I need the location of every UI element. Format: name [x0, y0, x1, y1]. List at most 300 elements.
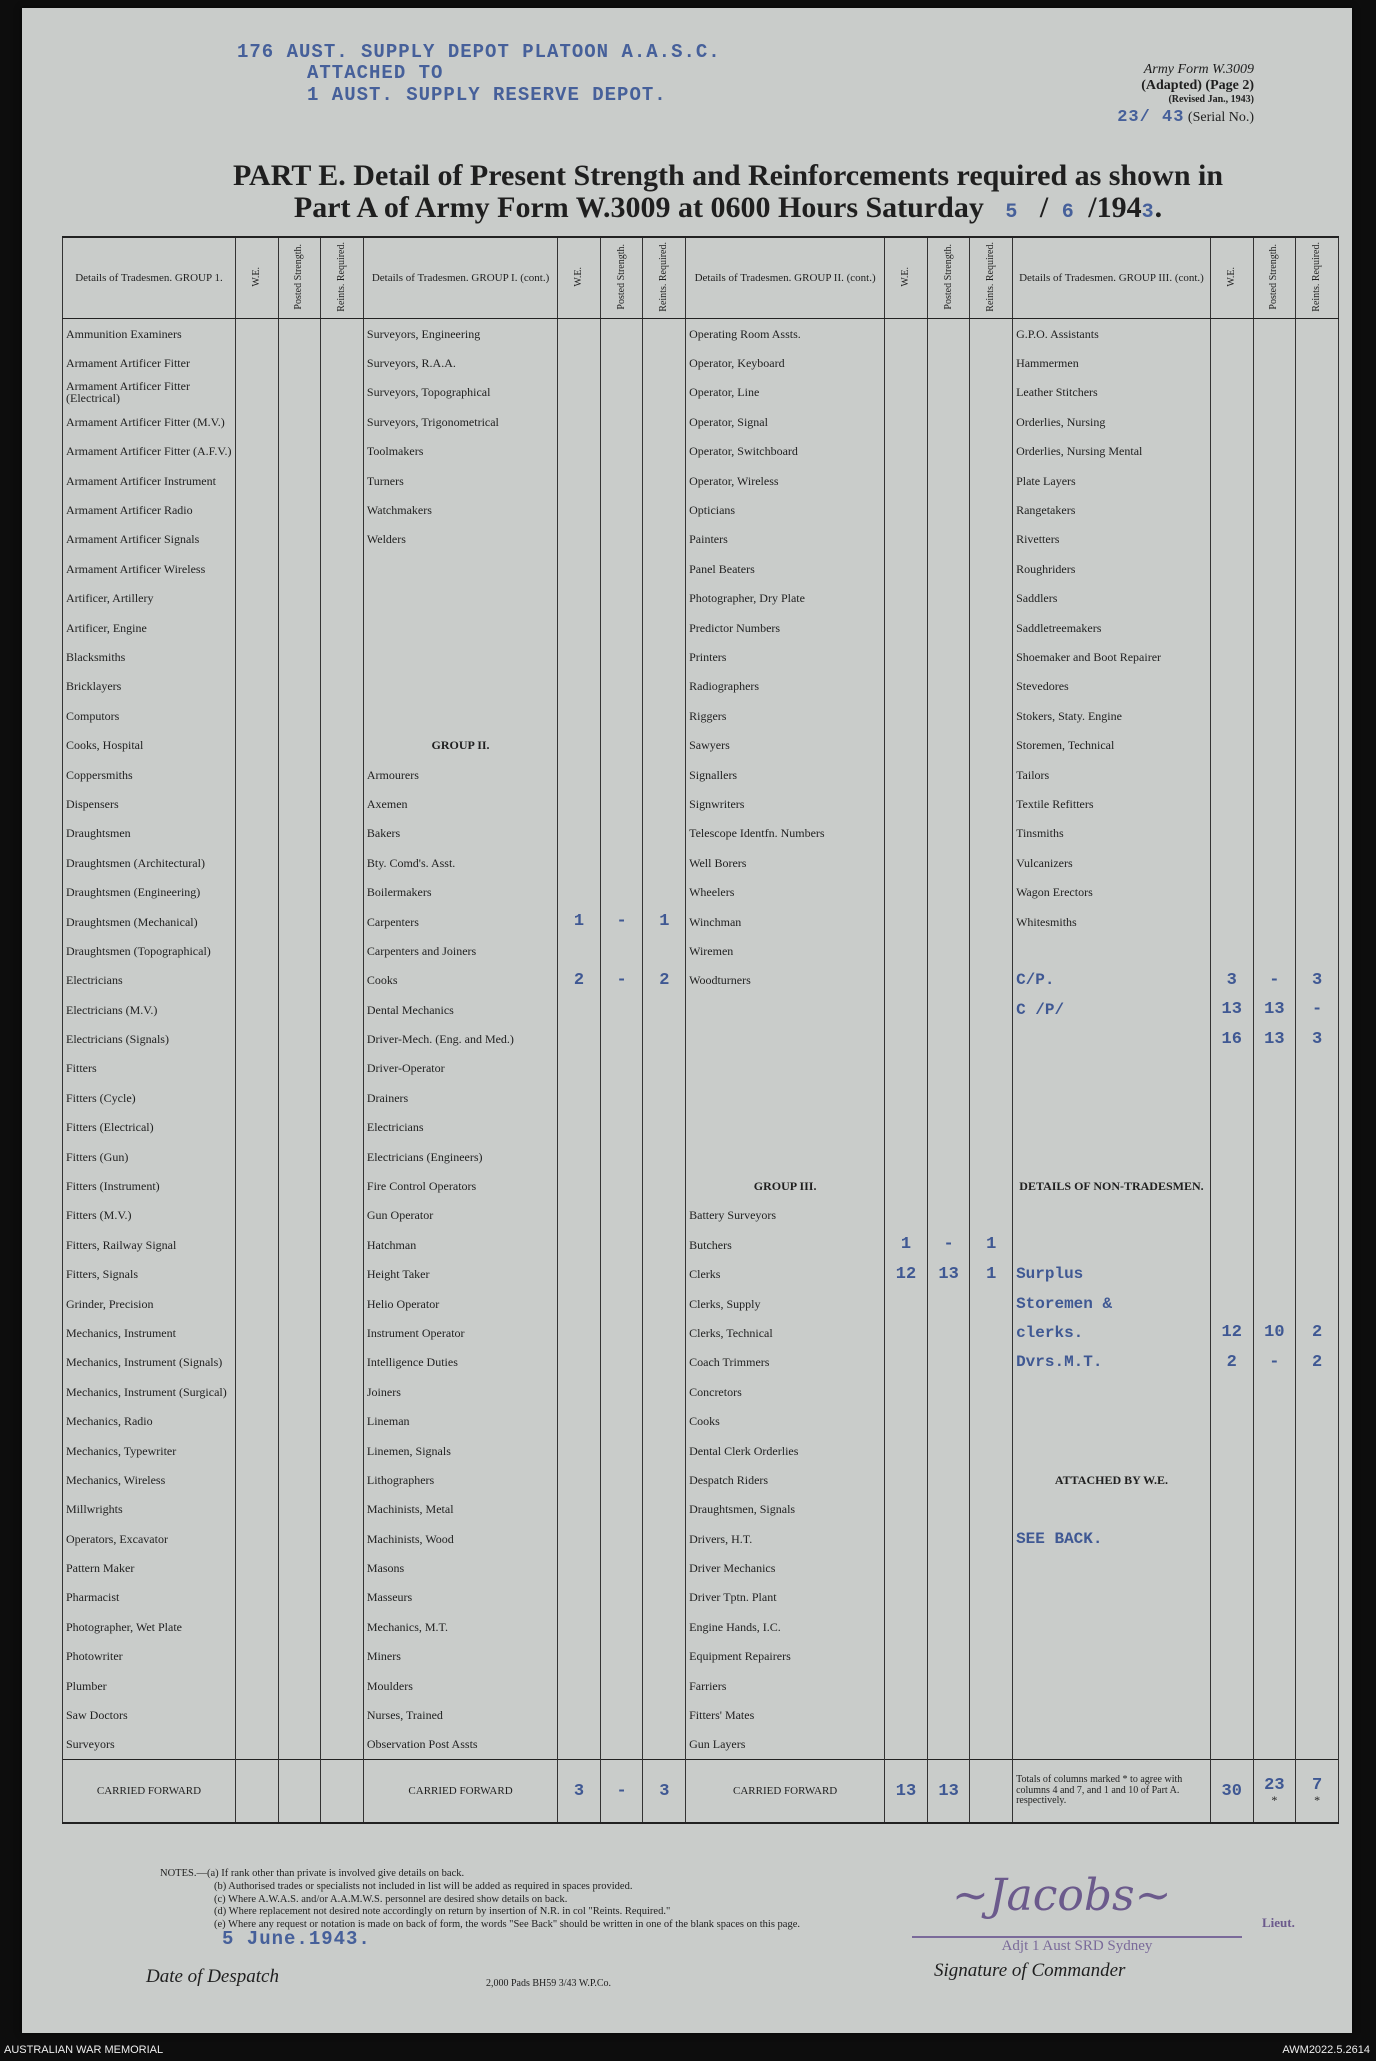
trade-name-cell: Draughtsmen (Topographical) — [63, 936, 236, 965]
reints-cell — [970, 672, 1013, 701]
trade-name-cell: Boilermakers — [363, 877, 557, 906]
reints-cell — [970, 1524, 1013, 1553]
posted-cell — [600, 701, 643, 730]
trade-name-cell: Height Taker — [363, 1260, 557, 1289]
reints-cell — [970, 1436, 1013, 1465]
trade-name-cell: Surveyors, Trigonometrical — [363, 407, 557, 436]
posted-cell — [600, 495, 643, 524]
we-cell — [885, 1318, 928, 1347]
we-cell — [558, 1495, 601, 1524]
totals-posted: 23 — [1264, 1775, 1285, 1795]
posted-cell — [927, 1230, 970, 1259]
we-cell — [1210, 613, 1253, 642]
form-ref-line-3: (Revised Jan., 1943) — [1168, 94, 1254, 106]
header-reints: Reints. Required. — [970, 237, 1013, 319]
reints-cell — [970, 730, 1013, 759]
posted-cell — [278, 1700, 321, 1729]
posted-cell — [927, 1054, 970, 1083]
we-cell — [1210, 1612, 1253, 1641]
strength-value: 2 — [1226, 1352, 1237, 1372]
trade-name-cell: Signwriters — [686, 789, 885, 818]
trade-name-cell: Linemen, Signals — [363, 1436, 557, 1465]
posted-cell — [927, 1406, 970, 1435]
reints-cell — [1296, 407, 1339, 436]
trade-name-cell: Orderlies, Nursing — [1013, 407, 1211, 436]
carried-forward-label: CARRIED FORWARD — [63, 1760, 236, 1824]
posted-cell — [278, 1524, 321, 1553]
trade-name-cell: clerks. — [1013, 1318, 1211, 1347]
we-cell — [885, 1524, 928, 1553]
we-cell — [1210, 672, 1253, 701]
strength-value: 10 — [1264, 1323, 1285, 1343]
trade-name-cell: Draughtsmen, Signals — [686, 1495, 885, 1524]
posted-cell — [600, 1171, 643, 1200]
posted-cell — [600, 1230, 643, 1259]
reints-cell — [1296, 554, 1339, 583]
trade-name-cell: Mechanics, Wireless — [63, 1465, 236, 1494]
we-cell — [1210, 1054, 1253, 1083]
trade-name-cell: Millwrights — [63, 1495, 236, 1524]
we-cell — [1210, 1083, 1253, 1112]
we-cell — [885, 1377, 928, 1406]
we-cell — [1210, 1318, 1253, 1347]
posted-cell — [927, 495, 970, 524]
posted-cell — [278, 848, 321, 877]
we-cell — [235, 907, 278, 936]
posted-cell — [278, 1642, 321, 1671]
table-row — [63, 1083, 1339, 1112]
reints-cell — [1296, 995, 1339, 1024]
header-posted: Posted Strength. — [278, 237, 321, 319]
we-cell — [885, 1024, 928, 1053]
posted-cell — [927, 1260, 970, 1289]
strength-value: 12 — [1221, 1323, 1242, 1343]
posted-cell — [927, 525, 970, 554]
reints-cell — [970, 907, 1013, 936]
trade-name-cell: Cooks — [686, 1406, 885, 1435]
posted-cell — [278, 495, 321, 524]
posted-cell — [927, 1377, 970, 1406]
reints-cell — [970, 1495, 1013, 1524]
posted-cell — [600, 907, 643, 936]
table-row — [63, 613, 1339, 642]
trade-name-cell: Drainers — [363, 1083, 557, 1112]
table-row — [63, 1730, 1339, 1760]
strength-value: 2 — [1311, 1352, 1323, 1372]
strength-value: 1 — [986, 1235, 997, 1255]
we-cell — [558, 525, 601, 554]
trade-name-cell: Armament Artificer Instrument — [63, 466, 236, 495]
we-cell — [1210, 877, 1253, 906]
reints-cell — [321, 495, 364, 524]
posted-cell — [1253, 819, 1296, 848]
reints-cell — [321, 936, 364, 965]
posted-cell — [278, 1113, 321, 1142]
we-cell — [1210, 1201, 1253, 1230]
trade-name-cell: Carpenters — [363, 907, 557, 936]
we-cell — [558, 1230, 601, 1259]
reints-cell — [1296, 1318, 1339, 1347]
posted-cell — [600, 1642, 643, 1671]
reints-cell — [1296, 1054, 1339, 1083]
posted-cell — [927, 1083, 970, 1112]
posted-cell — [927, 672, 970, 701]
we-cell — [1210, 348, 1253, 377]
we-cell — [558, 437, 601, 466]
we-cell — [235, 1671, 278, 1700]
reints-cell — [321, 1642, 364, 1671]
we-cell — [885, 1054, 928, 1083]
table-row — [63, 466, 1339, 495]
reints-cell — [1296, 348, 1339, 377]
reints-cell — [321, 1083, 364, 1112]
we-cell — [235, 1054, 278, 1083]
reints-cell — [643, 819, 686, 848]
trade-name-cell: Surveyors, Engineering — [363, 319, 557, 349]
reints-cell — [643, 1171, 686, 1200]
table-row — [63, 1700, 1339, 1729]
table-row — [63, 1671, 1339, 1700]
reints-cell — [643, 1642, 686, 1671]
posted-cell — [278, 1465, 321, 1494]
posted-cell — [278, 1553, 321, 1582]
trade-name-cell: Fitters' Mates — [686, 1700, 885, 1729]
strength-value: 16 — [1221, 1029, 1242, 1049]
posted-cell — [600, 848, 643, 877]
we-cell — [558, 1406, 601, 1435]
header-we: W.E. — [558, 237, 601, 319]
header-we: W.E. — [885, 237, 928, 319]
we-cell — [558, 378, 601, 407]
reints-cell — [643, 554, 686, 583]
reints-cell — [970, 1024, 1013, 1053]
reints-cell — [643, 1142, 686, 1171]
reints-cell — [643, 936, 686, 965]
trade-name-cell — [1013, 1024, 1211, 1053]
reints-cell — [643, 1318, 686, 1347]
reints-cell — [1296, 466, 1339, 495]
trade-name-cell: Helio Operator — [363, 1289, 557, 1318]
we-cell — [1210, 936, 1253, 965]
header-reints: Reints. Required. — [1296, 237, 1339, 319]
posted-cell — [278, 1671, 321, 1700]
we-cell — [885, 701, 928, 730]
posted-cell — [278, 1495, 321, 1524]
reints-cell — [643, 1201, 686, 1230]
trade-name-cell: Dvrs.M.T. — [1013, 1348, 1211, 1377]
trade-name-cell: Armament Artificer Fitter (Electrical) — [63, 378, 236, 407]
we-cell — [1210, 1024, 1253, 1053]
posted-cell — [1253, 730, 1296, 759]
reints-cell — [321, 995, 364, 1024]
reints-cell — [643, 789, 686, 818]
we-cell — [885, 1113, 928, 1142]
trade-name-cell: Roughriders — [1013, 554, 1211, 583]
posted-cell — [600, 1583, 643, 1612]
reints-cell — [643, 378, 686, 407]
posted-cell — [1253, 1583, 1296, 1612]
trade-name-cell: Coppersmiths — [63, 760, 236, 789]
we-cell — [885, 995, 928, 1024]
reints-cell — [1296, 1700, 1339, 1729]
trade-name-cell: Woodturners — [686, 966, 885, 995]
reints-cell — [1296, 848, 1339, 877]
trade-name-cell — [1013, 1671, 1211, 1700]
reints-cell — [1296, 907, 1339, 936]
table-row — [63, 319, 1339, 349]
title-date-year-digit: 3 — [1141, 201, 1155, 225]
we-cell — [885, 1142, 928, 1171]
trade-name-cell: Storemen & — [1013, 1289, 1211, 1318]
we-cell — [1210, 1113, 1253, 1142]
posted-cell — [927, 554, 970, 583]
we-cell — [235, 1142, 278, 1171]
reints-cell — [970, 554, 1013, 583]
reints-cell — [643, 584, 686, 613]
posted-cell — [1253, 495, 1296, 524]
trade-name-cell: Fitters (Cycle) — [63, 1083, 236, 1112]
note-e: (e) Where any request or notation is made on back of form, the words "See Back" should be written in one of the blank spaces on this page. — [214, 1919, 801, 1931]
we-cell — [235, 1377, 278, 1406]
trade-name-cell: Orderlies, Nursing Mental — [1013, 437, 1211, 466]
trade-name-cell: Welders — [363, 525, 557, 554]
table-row — [63, 1024, 1339, 1053]
we-cell — [1210, 1465, 1253, 1494]
trade-name-cell: Intelligence Duties — [363, 1348, 557, 1377]
title-date-month: 6 — [1061, 201, 1075, 225]
date-of-despatch-label: Date of Despatch — [146, 1966, 279, 1987]
strength-value: 3 — [1226, 970, 1237, 990]
we-cell — [235, 672, 278, 701]
reints-cell — [321, 789, 364, 818]
posted-cell — [600, 407, 643, 436]
we-cell — [558, 966, 601, 995]
we-cell — [558, 701, 601, 730]
we-cell — [235, 378, 278, 407]
carried-forward-row — [63, 1760, 1339, 1824]
we-cell — [1210, 966, 1253, 995]
strength-value: 1 — [986, 1264, 997, 1284]
reints-cell — [321, 437, 364, 466]
trade-name-cell: Masseurs — [363, 1583, 557, 1612]
trade-name-cell — [1013, 1377, 1211, 1406]
trade-name-cell — [1013, 1700, 1211, 1729]
unit-stamp-line-3: 1 AUST. SUPPLY RESERVE DEPOT. — [307, 83, 667, 106]
we-cell — [558, 877, 601, 906]
posted-cell — [927, 1348, 970, 1377]
we-cell — [885, 789, 928, 818]
posted-cell — [927, 1171, 970, 1200]
posted-cell — [278, 642, 321, 671]
reints-cell — [970, 1113, 1013, 1142]
trade-name-cell: Telescope Identfn. Numbers — [686, 819, 885, 848]
we-cell — [1210, 554, 1253, 583]
posted-cell — [600, 554, 643, 583]
header-posted: Posted Strength. — [1253, 237, 1296, 319]
reints-cell — [321, 466, 364, 495]
we-cell — [1210, 378, 1253, 407]
strength-value: 1 — [573, 912, 585, 931]
posted-cell — [600, 877, 643, 906]
trade-name-cell: Gun Layers — [686, 1730, 885, 1760]
posted-cell — [278, 1201, 321, 1230]
we-cell — [558, 613, 601, 642]
posted-cell — [278, 1730, 321, 1760]
posted-cell — [600, 1113, 643, 1142]
we-cell — [885, 966, 928, 995]
reints-cell — [321, 1612, 364, 1641]
reints-cell — [970, 701, 1013, 730]
we-cell — [235, 966, 278, 995]
reints-cell — [1296, 672, 1339, 701]
we-cell — [885, 1348, 928, 1377]
posted-cell — [927, 1289, 970, 1318]
we-cell — [1210, 1377, 1253, 1406]
trade-name-cell: C/P. — [1013, 966, 1211, 995]
trade-name-cell — [1013, 1436, 1211, 1465]
trade-name-cell: Saddlers — [1013, 584, 1211, 613]
posted-cell — [1253, 701, 1296, 730]
cf-posted: 13 — [938, 1781, 959, 1801]
reints-cell — [321, 1406, 364, 1435]
reints-cell — [1296, 642, 1339, 671]
table-row — [63, 584, 1339, 613]
posted-cell — [1253, 760, 1296, 789]
we-cell — [1210, 1642, 1253, 1671]
we-cell — [235, 1318, 278, 1347]
posted-cell — [927, 966, 970, 995]
reints-cell — [643, 495, 686, 524]
reints-cell — [970, 1406, 1013, 1435]
trade-name-cell: Operating Room Assts. — [686, 319, 885, 349]
table-row — [63, 760, 1339, 789]
trade-name-cell — [1013, 1113, 1211, 1142]
reints-cell — [643, 966, 686, 995]
title-date-sep: / — [1039, 191, 1049, 225]
we-cell — [235, 466, 278, 495]
reints-cell — [1296, 1436, 1339, 1465]
table-row — [63, 1113, 1339, 1142]
we-cell — [1210, 407, 1253, 436]
trade-name-cell: Surveyors — [63, 1730, 236, 1760]
posted-cell — [927, 701, 970, 730]
reints-cell — [321, 378, 364, 407]
trade-name-cell — [686, 1024, 885, 1053]
we-cell — [885, 1406, 928, 1435]
header-group-1: Details of Tradesmen. GROUP 1. — [63, 237, 236, 319]
reints-cell — [1296, 966, 1339, 995]
trade-name-cell: Clerks — [686, 1260, 885, 1289]
reints-cell — [643, 466, 686, 495]
trade-name-cell: Hammermen — [1013, 348, 1211, 377]
posted-cell — [927, 1700, 970, 1729]
we-cell — [885, 1289, 928, 1318]
we-cell — [885, 760, 928, 789]
reints-cell — [643, 319, 686, 349]
table-body — [63, 319, 1339, 1760]
reints-cell — [643, 1230, 686, 1259]
title-date-year: /194 — [1088, 191, 1142, 225]
reints-cell — [643, 1436, 686, 1465]
trade-name-cell: Surveyors, R.A.A. — [363, 348, 557, 377]
tradesmen-table — [62, 236, 1339, 1824]
posted-cell — [278, 348, 321, 377]
posted-cell — [278, 936, 321, 965]
posted-cell — [1253, 525, 1296, 554]
we-cell — [1210, 495, 1253, 524]
strength-value: 3 — [1311, 1029, 1323, 1049]
table-row — [63, 1553, 1339, 1582]
posted-cell — [1253, 407, 1296, 436]
we-cell — [235, 1495, 278, 1524]
table-row — [63, 1171, 1339, 1200]
we-cell — [885, 877, 928, 906]
trade-name-cell: Painters — [686, 525, 885, 554]
trade-name-cell: Radiographers — [686, 672, 885, 701]
posted-cell — [927, 907, 970, 936]
signature-rank: Lieut. — [1262, 1915, 1295, 1930]
we-cell — [885, 1730, 928, 1760]
reints-cell — [643, 1465, 686, 1494]
reints-cell — [321, 1465, 364, 1494]
trade-name-cell: Leather Stitchers — [1013, 378, 1211, 407]
trade-name-cell: Drivers, H.T. — [686, 1524, 885, 1553]
reints-cell — [1296, 495, 1339, 524]
posted-cell — [927, 848, 970, 877]
posted-cell — [600, 466, 643, 495]
we-cell — [235, 1436, 278, 1465]
reints-cell — [643, 1495, 686, 1524]
we-cell — [558, 1024, 601, 1053]
reints-cell — [1296, 730, 1339, 759]
title-date-end: . — [1154, 191, 1163, 225]
reints-cell — [643, 642, 686, 671]
trade-name-cell: Pharmacist — [63, 1583, 236, 1612]
reints-cell — [970, 407, 1013, 436]
trade-name-cell: Surveyors, Topographical — [363, 378, 557, 407]
reints-cell — [321, 1230, 364, 1259]
reints-cell — [321, 701, 364, 730]
we-cell — [1210, 1171, 1253, 1200]
reints-cell — [643, 1700, 686, 1729]
trade-name-cell: Whitesmiths — [1013, 907, 1211, 936]
table-row — [63, 907, 1339, 936]
we-cell — [235, 701, 278, 730]
reints-cell — [321, 966, 364, 995]
reints-cell — [643, 407, 686, 436]
posted-cell — [1253, 466, 1296, 495]
we-cell — [235, 1553, 278, 1582]
reints-cell — [321, 1201, 364, 1230]
trade-name-cell: Pattern Maker — [63, 1553, 236, 1582]
reints-cell — [321, 1495, 364, 1524]
header-group-2-cont: Details of Tradesmen. GROUP II. (cont.) — [686, 237, 885, 319]
reints-cell — [970, 819, 1013, 848]
table-row — [63, 437, 1339, 466]
reints-cell — [321, 584, 364, 613]
trade-name-cell: Cooks — [363, 966, 557, 995]
reints-cell — [1296, 584, 1339, 613]
we-cell — [235, 1289, 278, 1318]
reints-cell — [643, 525, 686, 554]
posted-cell — [278, 613, 321, 642]
reints-cell — [321, 1054, 364, 1083]
header-posted: Posted Strength. — [927, 237, 970, 319]
trade-name-cell: Wagon Erectors — [1013, 877, 1211, 906]
unit-stamp-line-2: ATTACHED TO — [307, 62, 444, 85]
reints-cell — [643, 1612, 686, 1641]
reints-cell — [643, 437, 686, 466]
